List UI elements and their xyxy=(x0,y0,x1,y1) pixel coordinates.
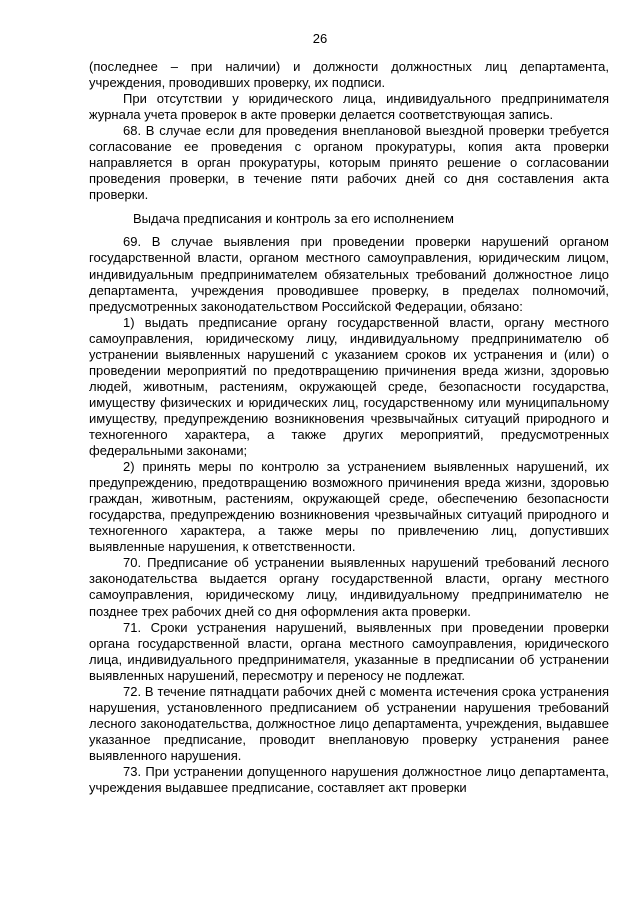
paragraph-68: 68. В случае если для проведения внеплановой выездной проверки требуется согласование ее проведения с органом прокуратуры, копия акта проверки направляется в орган прокуратуры, которым принято решение о согласовании проведения проверки, в течение пяти рабочих дней со дня составления акта проверки. xyxy=(89,123,609,203)
paragraph-69: 69. В случае выявления при проведении проверки нарушений органом государственной власти, органом местного самоуправления, юридическим лицом, индивидуальным предпринимателем обязательных требований должностное лицо департамента, учреждения проводившее проверку, в пределах полномочий, предусмотренных законодательством Российской Федерации, обязано: xyxy=(89,234,609,314)
paragraph-signatures: (последнее – при наличии) и должности должностных лиц департамента, учреждения, проводивших проверку, их подписи. xyxy=(89,59,609,91)
paragraph-73: 73. При устранении допущенного нарушения должностное лицо департамента, учреждения выдавшее предписание, составляет акт проверки xyxy=(89,763,609,796)
paragraph-69-item-1: 1) выдать предписание органу государственной власти, органу местного самоуправления, юридическому лицу, индивидуальному предпринимателю об устранении выявленных нарушений с указанием сроков их устранения и (или) о проведении мероприятий по предотвращению причинения вреда жизни, здоровью людей, животным, растениям, окружающей среде, безопасности государства, имуществу физических и юридических лиц, государственному или муниципальному имуществу, предупреждению возникновения чрезвычайных ситуаций природного и техногенного характера, а также других мероприятий, предусмотренных федеральными законами; xyxy=(89,314,609,459)
document-body xyxy=(89,59,609,796)
paragraph-71: 71. Сроки устранения нарушений, выявленных при проведении проверки органа государственной власти, органа местного самоуправления, юридического лица, индивидуального предпринимателя, указанные в предписании об устранении выявленных нарушений, пересмотру и переносу не подлежат. xyxy=(89,619,609,683)
paragraph-69-item-2: 2) принять меры по контролю за устранением выявленных нарушений, их предупреждению, предотвращению возможного причинения вреда жизни, здоровью граждан, животным, растениям, окружающей среде, обеспечению безопасности государства, предупреждению возникновения чрезвычайных ситуаций природного и техногенного характера, а также меры по привлечению лиц, допустивших выявленные нарушения, к ответственности. xyxy=(89,459,609,555)
paragraph-no-journal: При отсутствии у юридического лица, индивидуального предпринимателя журнала учета проверок в акте проверки делается соответствующая запись. xyxy=(89,91,609,123)
page-number: 26 xyxy=(312,31,328,46)
paragraph-72: 72. В течение пятнадцати рабочих дней с момента истечения срока устранения нарушения, установленного предписанием об устранении нарушения требований лесного законодательства, должностное лицо департамента, учреждения, выдавшее указанное предписание, проводит внеплановую проверку устранения ранее выявленного нарушения. xyxy=(89,683,609,763)
paragraph-70: 70. Предписание об устранении выявленных нарушений требований лесного законодательства выдается органу государственной власти, органу местного самоуправления, юридическому лицу, индивидуальному предпринимателю не позднее трех рабочих дней со дня оформления акта проверки. xyxy=(89,555,609,619)
section-heading: Выдача предписания и контроль за его исполнением xyxy=(133,211,454,227)
